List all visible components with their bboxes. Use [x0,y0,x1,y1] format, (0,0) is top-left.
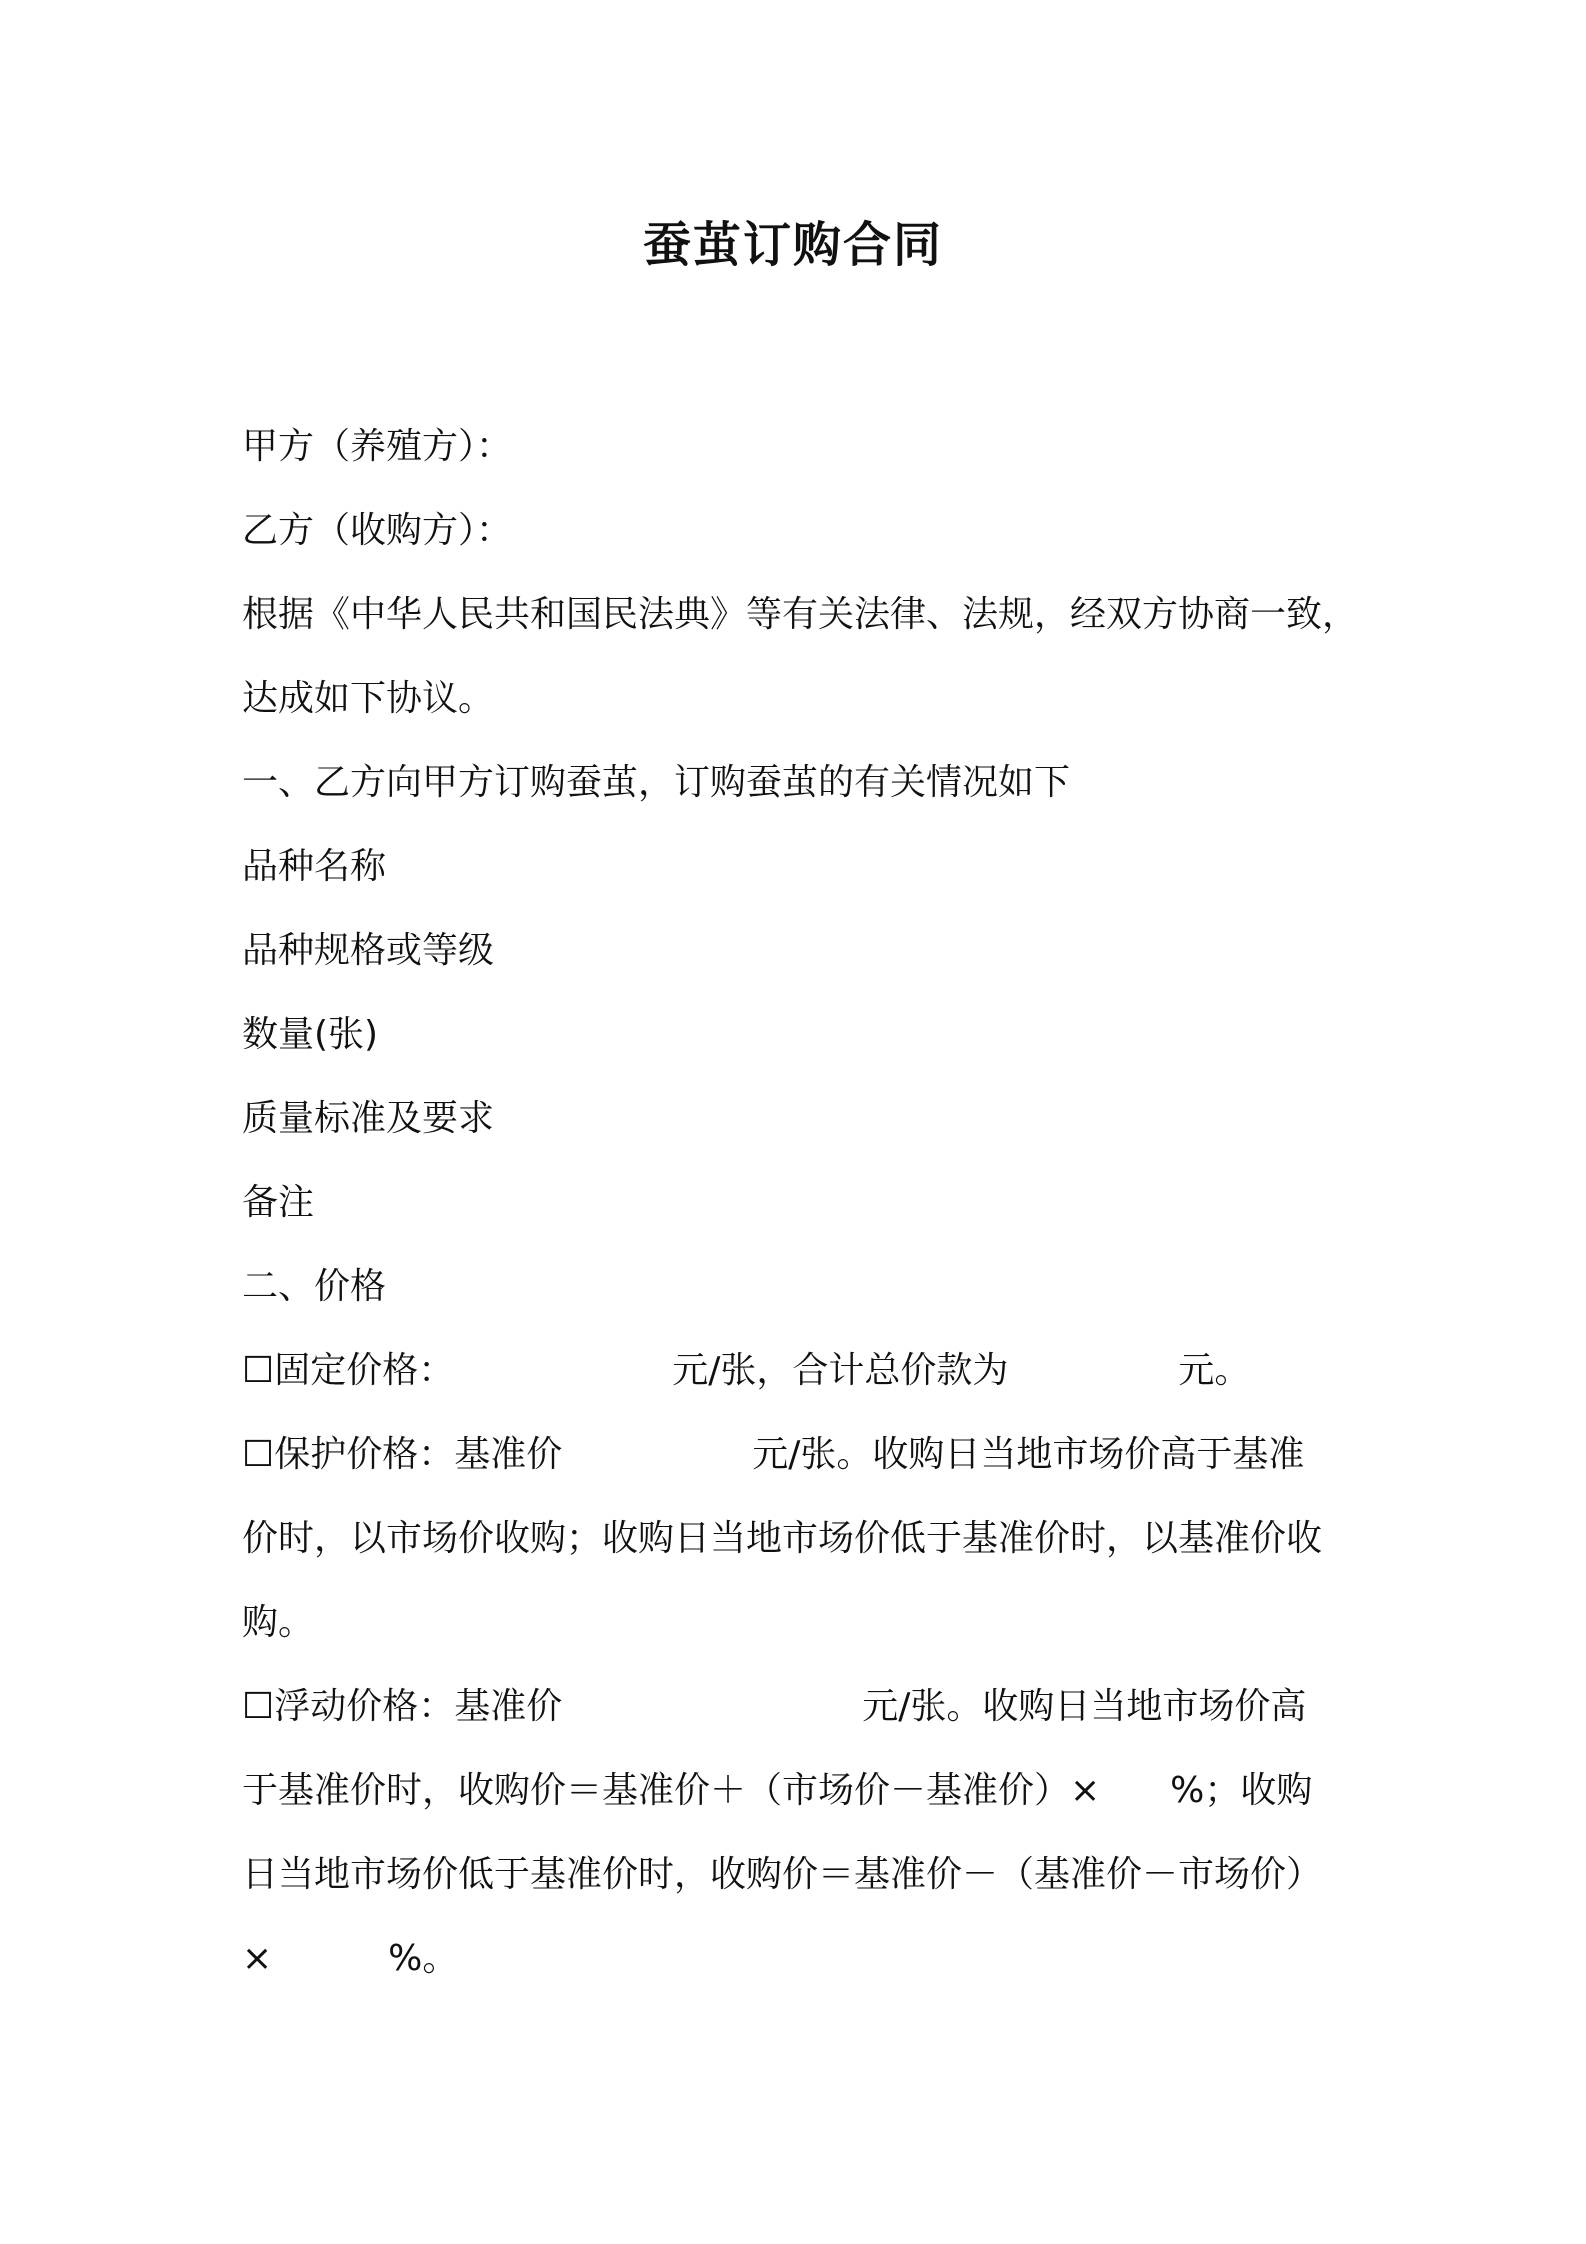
item-quantity: 数量(张) [242,1014,379,1055]
section-1-heading: 一、乙方向甲方订购蚕茧，订购蚕茧的有关情况如下 [242,762,1071,803]
item-variety-grade: 品种规格或等级 [242,930,495,971]
contract-title: 蚕茧订购合同 [642,217,943,273]
float-price-label: ☐浮动价格：基准价 [242,1686,563,1727]
fixed-price-label: ☐固定价格： [242,1350,455,1391]
float-price-line-2 [242,1749,1362,1833]
protect-price-line-2: 价时，以市场价收购；收购日当地市场价低于基准价时，以基准价收 [242,1518,1323,1559]
item-variety-name: 品种名称 [242,846,387,887]
item-quality-standard: 质量标准及要求 [242,1098,495,1139]
protect-price-text: 元/张。收购日当地市场价高于基准 [752,1434,1305,1475]
item-remarks: 备注 [242,1182,315,1223]
section-2-heading: 二、价格 [242,1266,387,1307]
float-times-sign: × [242,1938,273,1979]
party-b-line: 乙方（收购方）： [242,510,513,551]
float-price-line [242,1665,1362,1749]
float-price-text: 元/张。收购日当地市场价高 [862,1686,1307,1727]
protect-price-line [242,1413,1362,1497]
contract-body [242,405,1362,2001]
float-formula-low-end: %。 [388,1938,459,1979]
intro-line-2: 达成如下协议。 [242,678,495,719]
float-formula-high: 于基准价时，收购价＝基准价＋（市场价－基准价）× [242,1770,1101,1811]
float-price-line-4 [242,1917,1362,2001]
float-price-line-3: 日当地市场价低于基准价时，收购价＝基准价－（基准价－市场价） [242,1854,1323,1895]
fixed-price-unit: 元/张，合计总价款为 [672,1350,1009,1391]
protect-price-line-3: 购。 [242,1602,315,1643]
fixed-price-line [242,1329,1362,1413]
intro-line-1: 根据《中华人民共和国民法典》等有关法律、法规，经双方协商一致， [242,594,1359,635]
protect-price-label: ☐保护价格：基准价 [242,1434,563,1475]
party-a-line: 甲方（养殖方）： [242,426,513,467]
fixed-price-end: 元。 [1178,1350,1251,1391]
float-formula-high-end: %；收购 [1170,1770,1313,1811]
